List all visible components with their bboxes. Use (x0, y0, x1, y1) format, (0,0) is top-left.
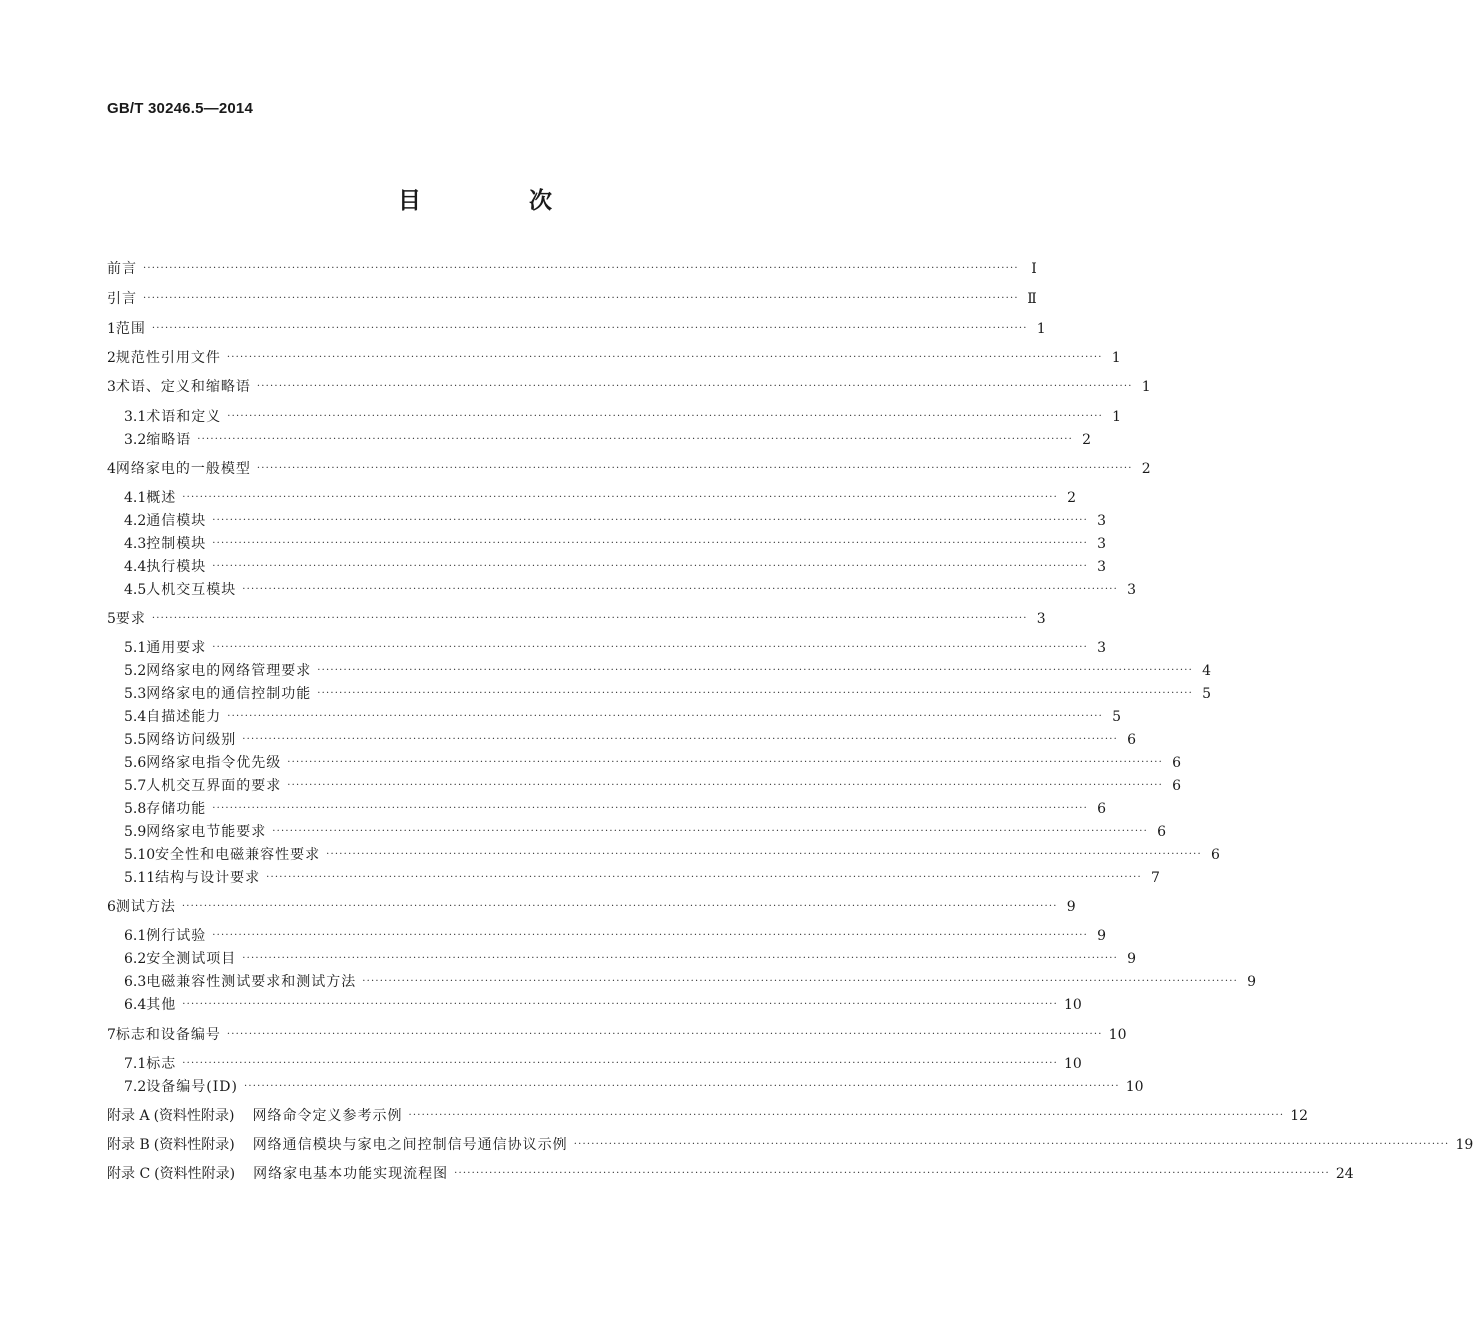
toc-leader-dots: ········································································································································································································ (212, 642, 1089, 653)
toc-entry[interactable] (107, 376, 1151, 398)
toc-leader-dots: ········································································································································································································ (242, 734, 1119, 745)
toc-entry-title: 例行试验 (146, 928, 207, 944)
toc-entry-title: 存储功能 (146, 801, 207, 817)
toc-entry[interactable] (124, 683, 1212, 705)
toc-entry-title: 人机交互界面的要求 (146, 778, 282, 794)
toc-entry-number: 5.8 (124, 801, 147, 817)
toc-entry-page: 1 (1111, 350, 1121, 366)
toc-entry-title: 规范性引用文件 (115, 350, 221, 366)
toc-entry-page: 9 (1127, 951, 1137, 967)
toc-entry-page: 6 (1157, 824, 1167, 840)
toc-leader-dots: ········································································································································································································ (182, 999, 1059, 1010)
toc-entry-page: 3 (1097, 536, 1107, 552)
toc-entry[interactable] (124, 637, 1107, 659)
toc-entry-number: 6.1 (124, 928, 147, 944)
toc-entry-number: 5 (107, 611, 116, 627)
toc-entry[interactable] (107, 1024, 1127, 1046)
toc-entry-number: 5.2 (124, 663, 147, 679)
toc-entry-page: Ⅰ (1031, 261, 1037, 277)
toc-entry-page: 6 (1172, 755, 1182, 771)
toc-leader-dots: ········································································································································································································ (266, 872, 1142, 883)
toc-entry-number: 5.11 (124, 870, 156, 886)
toc-entry-number: 7 (107, 1027, 116, 1043)
toc-entry-page: 4 (1202, 663, 1212, 679)
toc-entry-title: 安全性和电磁兼容性要求 (155, 847, 321, 863)
toc-leader-dots: ········································································································································································································ (242, 953, 1119, 964)
toc-entry-page: 2 (1141, 461, 1151, 477)
toc-entry-number: 6.4 (124, 997, 147, 1013)
toc-leader-dots: ········································································································································································································ (227, 411, 1104, 422)
toc-entry[interactable] (124, 821, 1167, 843)
toc-entry-title: 范围 (115, 321, 146, 337)
toc-leader-dots: ········································································································································································································ (317, 665, 1194, 676)
toc-entry-title: 其他 (146, 997, 177, 1013)
toc-entry-number: 4.5 (124, 582, 147, 598)
toc-entry-title: 设备编号(ID) (146, 1079, 238, 1095)
toc-entry-number: 3.2 (124, 432, 147, 448)
toc-leader-dots: ········································································································································································································ (212, 538, 1089, 549)
toc-leader-dots: ········································································································································································································ (287, 780, 1164, 791)
toc-entry-number: 5.3 (124, 686, 147, 702)
toc-entry[interactable] (124, 752, 1182, 774)
toc-entry[interactable] (124, 556, 1107, 578)
toc-entry-page: 3 (1036, 611, 1046, 627)
toc-entry-title: 要求 (115, 611, 146, 627)
toc-entry[interactable] (107, 347, 1121, 369)
toc-entry-number: 4.2 (124, 513, 147, 529)
toc-entry-title: 网络命令定义参考示例 (252, 1108, 403, 1124)
toc-entry[interactable] (124, 1053, 1082, 1075)
toc-entry[interactable] (124, 406, 1122, 428)
toc-entry[interactable] (124, 706, 1122, 728)
toc-entry-title: 通信模块 (146, 513, 207, 529)
toc-entry-number: 3.1 (124, 409, 147, 425)
toc-entry-page: 2 (1067, 490, 1077, 506)
toc-entry-title: 人机交互模块 (146, 582, 237, 598)
toc-entry-page: 5 (1112, 709, 1122, 725)
toc-entry-title: 缩略语 (146, 432, 192, 448)
toc-entry[interactable] (107, 1105, 1309, 1127)
toc-entry-number: 1 (107, 321, 116, 337)
toc-entry-title: 执行模块 (146, 559, 207, 575)
toc-entry-page: 10 (1064, 1056, 1082, 1072)
toc-leader-dots: ········································································································································································································ (573, 1139, 1450, 1150)
toc-entry-number: 5.1 (124, 640, 147, 656)
toc-leader-dots: ········································································································································································································ (151, 323, 1028, 334)
toc-entry-number: 6 (107, 899, 116, 915)
toc-entry-page: 9 (1066, 899, 1076, 915)
toc-entry-title: 引言 (107, 291, 137, 307)
toc-entry[interactable] (124, 510, 1107, 532)
toc-entry-title: 术语、定义和缩略语 (115, 379, 251, 395)
toc-entry-title: 网络访问级别 (146, 732, 237, 748)
toc-leader-dots: ········································································································································································································ (226, 352, 1103, 363)
toc-leader-dots: ········································································································································································································ (212, 930, 1089, 941)
toc-entry-page: 10 (1064, 997, 1082, 1013)
toc-entry-number: 5.4 (124, 709, 147, 725)
toc-leader-dots: ········································································································································································································ (182, 1058, 1059, 1069)
toc-entry-number: 5.10 (124, 847, 156, 863)
toc-entry-number: 5.5 (124, 732, 147, 748)
toc-entry-number: 4.3 (124, 536, 147, 552)
toc-entry-title: 网络家电的一般模型 (115, 461, 251, 477)
toc-entry[interactable] (124, 994, 1082, 1016)
toc-entry-title: 网络家电节能要求 (146, 824, 267, 840)
toc-entry[interactable] (124, 948, 1137, 970)
toc-entry-title: 电磁兼容性测试要求和测试方法 (146, 974, 357, 990)
toc-entry[interactable] (107, 896, 1076, 918)
toc-entry-page: 5 (1202, 686, 1212, 702)
toc-entry-title: 结构与设计要求 (155, 870, 261, 886)
toc-leader-dots: ········································································································································································································ (197, 434, 1074, 445)
toc-entry-title: 前言 (107, 261, 137, 277)
toc-entry[interactable] (107, 1163, 1354, 1185)
toc-entry[interactable] (124, 579, 1137, 601)
toc-entry-page: 24 (1335, 1166, 1354, 1182)
toc-entry-page: 6 (1172, 778, 1182, 794)
toc-entry[interactable] (124, 971, 1257, 993)
toc-entry-number: 4.4 (124, 559, 147, 575)
toc-entry-page: 3 (1097, 513, 1107, 529)
toc-entry-title: 网络家电指令优先级 (146, 755, 282, 771)
toc-leader-dots: ········································································································································································································ (454, 1168, 1330, 1179)
toc-entry-title: 标志和设备编号 (115, 1027, 221, 1043)
toc-leader-dots: ········································································································································································································ (256, 381, 1133, 392)
toc-entry[interactable] (107, 318, 1046, 340)
toc-entry-page: 12 (1290, 1108, 1309, 1124)
toc-entry-title: 概述 (146, 490, 177, 506)
toc-leader-dots: ········································································································································································································ (227, 711, 1104, 722)
standard-code: GB/T 30246.5—2014 (107, 100, 253, 117)
toc-entry-title: 网络家电的网络管理要求 (146, 663, 312, 679)
toc-entry-number: 5.6 (124, 755, 147, 771)
toc-entry-page: Ⅱ (1027, 291, 1037, 307)
toc-entry-page: 3 (1127, 582, 1137, 598)
toc-entry-number: 附录 A (107, 1108, 150, 1124)
toc-entry-number: 4 (107, 461, 116, 477)
toc-entry-title: 通用要求 (146, 640, 207, 656)
toc-entry[interactable] (124, 429, 1092, 451)
toc-entry-page: 6 (1211, 847, 1220, 863)
toc-leader-dots: ········································································································································································································ (181, 901, 1058, 912)
toc-entry-page: 10 (1108, 1027, 1127, 1043)
toc-leader-dots: ········································································································································································································ (256, 463, 1133, 474)
toc-entry[interactable] (124, 925, 1107, 947)
toc-entry-annex-type: (资料性附录) (154, 1166, 236, 1182)
toc-entry-number: 5.7 (124, 778, 147, 794)
toc-entry-page: 7 (1151, 870, 1160, 886)
toc-entry[interactable] (124, 775, 1182, 797)
toc-entry[interactable] (124, 1076, 1144, 1098)
toc-entry-page: 3 (1097, 559, 1107, 575)
toc-leader-dots: ········································································································································································································ (182, 492, 1059, 503)
toc-entry[interactable] (124, 729, 1137, 751)
toc-leader-dots: ········································································································································································································ (243, 1081, 1120, 1092)
toc-entry-title: 网络通信模块与家电之间控制信号通信协议示例 (252, 1137, 568, 1153)
toc-entry-title: 测试方法 (115, 899, 176, 915)
toc-entry-page: 6 (1097, 801, 1107, 817)
toc-entry-page: 9 (1247, 974, 1257, 990)
toc-entry-number: 6.3 (124, 974, 147, 990)
toc-entry[interactable] (124, 844, 1220, 866)
toc-entry-title: 网络家电的通信控制功能 (146, 686, 312, 702)
toc-entry[interactable] (124, 660, 1212, 682)
toc-leader-dots: ········································································································································································································ (212, 515, 1089, 526)
toc-entry-page: 19 (1455, 1137, 1473, 1153)
toc-leader-dots: ········································································································································································································ (272, 826, 1149, 837)
toc-entry-page: 3 (1097, 640, 1107, 656)
toc-entry[interactable] (124, 533, 1107, 555)
toc-entry-title: 标志 (146, 1056, 177, 1072)
toc-leader-dots: ········································································································································································································ (362, 976, 1239, 987)
toc-entry-page: 9 (1097, 928, 1107, 944)
toc-entry-page: 1 (1141, 379, 1151, 395)
toc-entry-number: 2 (107, 350, 116, 366)
toc-entry[interactable] (124, 487, 1077, 509)
toc-entry[interactable] (107, 258, 1037, 280)
toc-leader-dots: ········································································································································································································ (242, 584, 1119, 595)
toc-leader-dots: ········································································································································································································ (317, 688, 1194, 699)
toc-leader-dots: ········································································································································································································ (212, 561, 1089, 572)
toc-entry-annex-type: (资料性附录) (153, 1108, 235, 1124)
toc-entry[interactable] (124, 798, 1107, 820)
toc-leader-dots: ········································································································································································································ (151, 613, 1028, 624)
toc-entry-title: 自描述能力 (146, 709, 222, 725)
toc-entry[interactable] (124, 867, 1160, 889)
toc-entry[interactable] (107, 458, 1151, 480)
toc-entry-number: 4.1 (124, 490, 147, 506)
toc-entry[interactable] (107, 288, 1037, 310)
toc-leader-dots: ········································································································································································································ (143, 263, 1019, 274)
toc-entry-title: 网络家电基本功能实现流程图 (253, 1166, 449, 1182)
toc-title: 目 次 (397, 188, 602, 214)
toc-entry-page: 6 (1127, 732, 1137, 748)
toc-entry-number: 5.9 (124, 824, 147, 840)
toc-entry-title: 安全测试项目 (146, 951, 237, 967)
toc-entry-annex-type: (资料性附录) (153, 1137, 235, 1153)
toc-leader-dots: ········································································································································································································ (212, 803, 1089, 814)
toc-entry-page: 1 (1112, 409, 1122, 425)
toc-leader-dots: ········································································································································································································ (143, 293, 1019, 304)
toc-entry-number: 附录 B (107, 1137, 150, 1153)
toc-entry-number: 附录 C (107, 1166, 151, 1182)
toc-entry[interactable] (107, 608, 1046, 630)
toc-entry-number: 7.1 (124, 1056, 147, 1072)
toc-entry-number: 7.2 (124, 1079, 147, 1095)
toc-entry-number: 3 (107, 379, 116, 395)
toc-entry-title: 控制模块 (146, 536, 207, 552)
toc-leader-dots: ········································································································································································································ (226, 1029, 1103, 1040)
toc-entry-title: 术语和定义 (146, 409, 222, 425)
toc-entry-page: 10 (1125, 1079, 1144, 1095)
toc-leader-dots: ········································································································································································································ (287, 757, 1164, 768)
toc-leader-dots: ········································································································································································································ (408, 1110, 1285, 1121)
toc-entry[interactable] (107, 1134, 1473, 1156)
toc-entry-page: 2 (1082, 432, 1092, 448)
toc-leader-dots: ········································································································································································································ (326, 849, 1202, 860)
toc-entry-page: 1 (1036, 321, 1046, 337)
toc-entry-number: 6.2 (124, 951, 147, 967)
